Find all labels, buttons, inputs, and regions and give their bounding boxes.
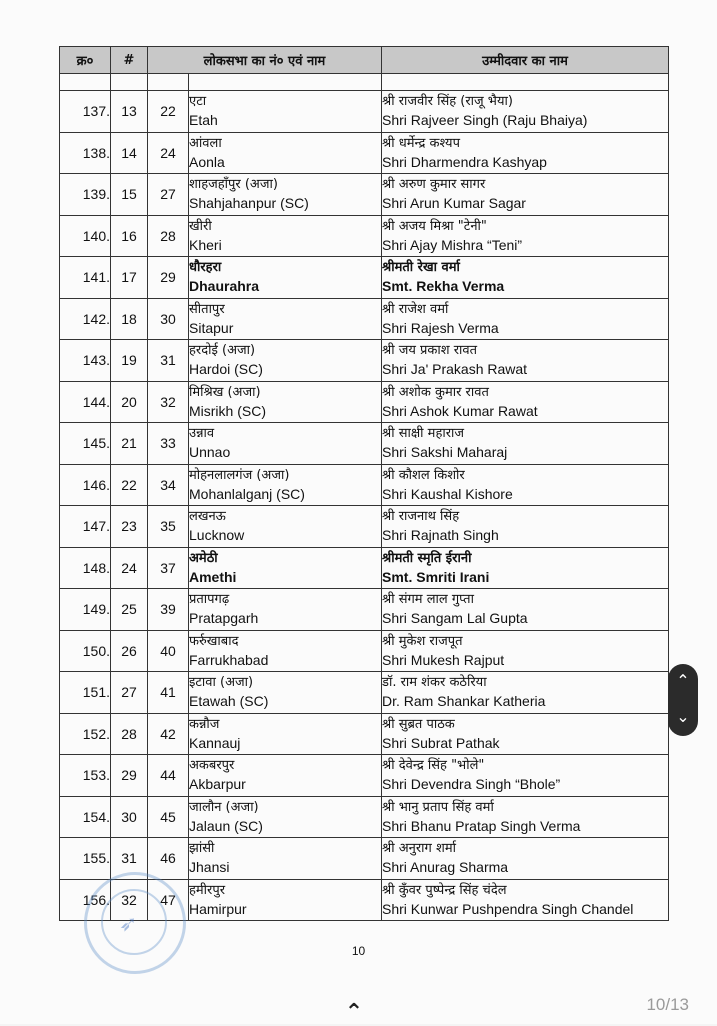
constituency-number: 37 — [148, 547, 189, 589]
candidate-name-english: Dr. Ram Shankar Katheria — [382, 693, 546, 710]
constituency-name-english: Misrikh (SC) — [189, 402, 266, 419]
constituency-number: 27 — [148, 174, 189, 216]
candidate-name-english: Shri Kaushal Kishore — [382, 485, 513, 502]
constituency-number: 33 — [148, 423, 189, 465]
header-serial: क्र० — [60, 47, 111, 74]
constituency-name-hindi: उन्नाव — [189, 426, 215, 442]
candidate-name-hindi: श्री राजवीर सिंह (राजू भैया) — [382, 94, 513, 110]
table-row — [60, 672, 669, 714]
candidate-name-hindi: श्री सुब्रत पाठक — [382, 716, 455, 732]
constituency-name-english: Etah — [189, 112, 218, 129]
constituency-name-hindi: लखनऊ — [189, 509, 226, 525]
constituency-name-hindi: मोहनलालगंज (अजा) — [189, 467, 290, 483]
constituency-name-hindi: प्रतापगढ़ — [189, 592, 230, 608]
row-index: 23 — [111, 506, 148, 548]
row-index: 17 — [111, 257, 148, 299]
constituency-number: 39 — [148, 589, 189, 631]
candidate-name-hindi: श्री संगम लाल गुप्ता — [382, 592, 474, 608]
constituency-name-english: Kheri — [189, 236, 222, 253]
constituency-name-hindi: कन्नौज — [189, 716, 220, 732]
constituency-name — [189, 298, 382, 340]
candidate-name-english: Shri Dharmendra Kashyap — [382, 153, 547, 170]
candidate-name — [382, 796, 669, 838]
constituency-name-hindi: इटावा (अजा) — [189, 675, 254, 691]
constituency-name-hindi: हरदोई (अजा) — [189, 343, 256, 359]
candidate-name-hindi: श्री मुकेश राजपूत — [382, 633, 463, 649]
candidate-name — [382, 464, 669, 506]
candidate-name-hindi: श्री धर्मेन्द्र कश्यप — [382, 135, 460, 151]
candidate-name-english: Shri Kunwar Pushpendra Singh Chandel — [382, 900, 634, 917]
chevron-up-icon: ⌃ — [344, 999, 364, 1024]
constituency-name-hindi: शाहजहाँपुर (अजा) — [189, 177, 278, 193]
scroll-control[interactable] — [668, 664, 698, 736]
table-row — [60, 257, 669, 299]
candidate-name-hindi: श्री राजेश वर्मा — [382, 301, 449, 317]
constituency-number: 29 — [148, 257, 189, 299]
candidate-name — [382, 298, 669, 340]
table-row — [60, 464, 669, 506]
constituency-name-hindi: आंवला — [189, 135, 222, 151]
candidate-name-english: Smt. Smriti Irani — [382, 568, 490, 585]
candidate-name — [382, 91, 669, 133]
table-row — [60, 796, 669, 838]
serial-number: 138. — [60, 132, 111, 174]
constituency-number: 44 — [148, 755, 189, 797]
constituency-name — [189, 879, 382, 921]
constituency-name-english: Jalaun (SC) — [189, 817, 263, 834]
row-index: 16 — [111, 215, 148, 257]
candidate-name-hindi: श्रीमती स्मृति ईरानी — [382, 550, 472, 566]
row-index: 13 — [111, 91, 148, 133]
constituency-name-english: Pratapgarh — [189, 610, 259, 627]
constituency-name — [189, 672, 382, 714]
constituency-number: 40 — [148, 630, 189, 672]
candidate-name-english: Shri Devendra Singh “Bhole” — [382, 776, 561, 793]
constituency-name — [189, 464, 382, 506]
constituency-name-english: Hardoi (SC) — [189, 361, 263, 378]
candidate-name-english: Shri Bhanu Pratap Singh Verma — [382, 817, 581, 834]
candidate-name-english: Shri Anurag Sharma — [382, 859, 509, 876]
serial-number: 145. — [60, 423, 111, 465]
constituency-name — [189, 257, 382, 299]
candidate-name-english: Shri Ajay Mishra “Teni” — [382, 236, 523, 253]
serial-number: 154. — [60, 796, 111, 838]
office-seal — [84, 872, 186, 974]
bird-icon: ➶ — [119, 911, 138, 936]
candidate-name-hindi: श्री कौशल किशोर — [382, 467, 465, 483]
candidate-name — [382, 630, 669, 672]
candidate-name — [382, 174, 669, 216]
serial-number: 147. — [60, 506, 111, 548]
candidate-name-hindi: श्री कुँवर पुष्पेन्द्र सिंह चंदेल — [382, 882, 507, 898]
row-index: 29 — [111, 755, 148, 797]
constituency-number: 31 — [148, 340, 189, 382]
constituency-name-english: Jhansi — [189, 859, 230, 876]
chevron-up-icon[interactable]: ⌃ — [676, 673, 690, 690]
candidate-name-english: Shri Mukesh Rajput — [382, 651, 505, 668]
table-header-row — [60, 47, 669, 74]
candidate-name — [382, 423, 669, 465]
candidate-name-english: Shri Ashok Kumar Rawat — [382, 402, 538, 419]
constituency-name-hindi: धौरहरा — [189, 260, 222, 276]
constituency-number: 45 — [148, 796, 189, 838]
candidate-name — [382, 755, 669, 797]
constituency-name — [189, 630, 382, 672]
constituency-name-english: Akbarpur — [189, 776, 246, 793]
candidate-name-english: Shri Rajnath Singh — [382, 527, 499, 544]
row-index: 15 — [111, 174, 148, 216]
constituency-name — [189, 340, 382, 382]
table-row — [60, 215, 669, 257]
candidate-name — [382, 672, 669, 714]
constituency-name — [189, 796, 382, 838]
constituency-name-english: Etawah (SC) — [189, 693, 269, 710]
row-index: 14 — [111, 132, 148, 174]
table-row — [60, 589, 669, 631]
candidate-name-hindi: श्री अशोक कुमार रावत — [382, 384, 489, 400]
constituency-name-hindi: फर्रुखाबाद — [189, 633, 239, 649]
candidate-name-hindi: श्री साक्षी महाराज — [382, 426, 465, 442]
candidate-name — [382, 381, 669, 423]
row-index: 20 — [111, 381, 148, 423]
serial-number: 141. — [60, 257, 111, 299]
constituency-name-english: Shahjahanpur (SC) — [189, 195, 309, 212]
show-toolbar-button[interactable] — [326, 998, 382, 1026]
constituency-number: 46 — [148, 838, 189, 880]
table-row — [60, 630, 669, 672]
table-row — [60, 755, 669, 797]
constituency-name — [189, 589, 382, 631]
candidate-name-hindi: श्री अरुण कुमार सागर — [382, 177, 486, 193]
constituency-name-english: Lucknow — [189, 527, 245, 544]
table-row — [60, 506, 669, 548]
row-index: 31 — [111, 838, 148, 880]
row-index: 25 — [111, 589, 148, 631]
chevron-down-icon[interactable]: ⌄ — [676, 709, 690, 726]
constituency-number: 42 — [148, 713, 189, 755]
candidate-name — [382, 257, 669, 299]
page-counter: 10/13 — [646, 995, 689, 1014]
candidate-name-english: Shri Rajesh Verma — [382, 319, 499, 336]
candidate-table — [59, 46, 669, 921]
serial-number: 148. — [60, 547, 111, 589]
constituency-name-english: Sitapur — [189, 319, 234, 336]
constituency-number: 35 — [148, 506, 189, 548]
constituency-name-hindi: अमेठी — [189, 550, 218, 566]
constituency-name-hindi: जालौन (अजा) — [189, 799, 259, 815]
candidate-name — [382, 506, 669, 548]
constituency-number: 30 — [148, 298, 189, 340]
constituency-number: 24 — [148, 132, 189, 174]
constituency-name-english: Dhaurahra — [189, 278, 260, 295]
candidate-name-english: Shri Sakshi Maharaj — [382, 444, 508, 461]
serial-number: 144. — [60, 381, 111, 423]
candidate-name-english: Shri Ja' Prakash Rawat — [382, 361, 528, 378]
constituency-name-english: Hamirpur — [189, 900, 247, 917]
table-row — [60, 547, 669, 589]
row-index: 21 — [111, 423, 148, 465]
spacer-row — [60, 74, 669, 91]
candidate-name-english: Shri Arun Kumar Sagar — [382, 195, 526, 212]
constituency-name-hindi: मिश्रिख (अजा) — [189, 384, 261, 400]
constituency-name-english: Amethi — [189, 568, 237, 585]
constituency-name — [189, 547, 382, 589]
candidate-name — [382, 838, 669, 880]
constituency-name — [189, 423, 382, 465]
constituency-name — [189, 91, 382, 133]
table-row — [60, 381, 669, 423]
constituency-name — [189, 174, 382, 216]
candidate-name-hindi: श्री अजय मिश्रा "टेनी" — [382, 218, 487, 234]
row-index: 19 — [111, 340, 148, 382]
serial-number: 151. — [60, 672, 111, 714]
candidate-name — [382, 340, 669, 382]
table-row — [60, 91, 669, 133]
constituency-name-english: Mohanlalganj (SC) — [189, 485, 305, 502]
constituency-name-english: Unnao — [189, 444, 231, 461]
serial-number: 149. — [60, 589, 111, 631]
row-index: 27 — [111, 672, 148, 714]
table-row — [60, 713, 669, 755]
candidate-name-english: Shri Subrat Pathak — [382, 734, 500, 751]
serial-number: 142. — [60, 298, 111, 340]
constituency-number: 47 — [148, 879, 189, 921]
row-index: 28 — [111, 713, 148, 755]
table-row — [60, 298, 669, 340]
constituency-number: 22 — [148, 91, 189, 133]
table-row — [60, 132, 669, 174]
serial-number: 143. — [60, 340, 111, 382]
candidate-name — [382, 215, 669, 257]
constituency-name — [189, 713, 382, 755]
row-index: 30 — [111, 796, 148, 838]
constituency-name — [189, 381, 382, 423]
row-index: 32 — [111, 879, 148, 921]
constituency-number: 32 — [148, 381, 189, 423]
constituency-name-hindi: खीरी — [189, 218, 212, 234]
constituency-name-english: Kannauj — [189, 734, 241, 751]
constituency-name-english: Farrukhabad — [189, 651, 269, 668]
constituency-name-hindi: अकबरपुर — [189, 758, 235, 774]
candidate-name-hindi: श्री देवेन्द्र सिंह "भोले" — [382, 758, 485, 774]
table-row — [60, 174, 669, 216]
candidate-name-english: Shri Rajveer Singh (Raju Bhaiya) — [382, 112, 588, 129]
header-constituency: लोकसभा का नं० एवं नाम — [148, 47, 382, 74]
page-number: 10 — [351, 944, 366, 958]
candidate-name-hindi: डॉ. राम शंकर कठेरिया — [382, 675, 487, 691]
candidate-name-english: Smt. Rekha Verma — [382, 278, 505, 295]
candidate-name — [382, 713, 669, 755]
header-index: # — [111, 47, 148, 74]
serial-number: 146. — [60, 464, 111, 506]
table-row — [60, 838, 669, 880]
constituency-name-hindi: सीतापुर — [189, 301, 225, 317]
candidate-name-hindi: श्रीमती रेखा वर्मा — [382, 260, 460, 276]
candidate-name-hindi: श्री राजनाथ सिंह — [382, 509, 460, 525]
candidate-name — [382, 132, 669, 174]
constituency-name — [189, 755, 382, 797]
constituency-name — [189, 132, 382, 174]
constituency-number: 34 — [148, 464, 189, 506]
serial-number: 140. — [60, 215, 111, 257]
row-index: 18 — [111, 298, 148, 340]
candidate-name — [382, 879, 669, 921]
header-candidate: उम्मीदवार का नाम — [382, 47, 669, 74]
serial-number: 139. — [60, 174, 111, 216]
row-index: 26 — [111, 630, 148, 672]
table-row — [60, 423, 669, 465]
row-index: 22 — [111, 464, 148, 506]
constituency-name-hindi: हमीरपुर — [189, 882, 226, 898]
serial-number: 153. — [60, 755, 111, 797]
serial-number: 137. — [60, 91, 111, 133]
serial-number: 155. — [60, 838, 111, 880]
candidate-name — [382, 589, 669, 631]
constituency-name — [189, 215, 382, 257]
row-index: 24 — [111, 547, 148, 589]
table-row — [60, 340, 669, 382]
candidate-name-english: Shri Sangam Lal Gupta — [382, 610, 528, 627]
table-body — [60, 74, 669, 921]
candidate-name-hindi: श्री अनुराग शर्मा — [382, 841, 456, 857]
serial-number: 152. — [60, 713, 111, 755]
serial-number: 156. — [60, 879, 111, 921]
constituency-number: 28 — [148, 215, 189, 257]
candidate-name-hindi: श्री जय प्रकाश रावत — [382, 343, 478, 359]
serial-number: 150. — [60, 630, 111, 672]
constituency-name-hindi: एटा — [189, 94, 207, 110]
constituency-name-hindi: झांसी — [189, 841, 215, 857]
constituency-name — [189, 838, 382, 880]
candidate-name — [382, 547, 669, 589]
candidate-name-hindi: श्री भानु प्रताप सिंह वर्मा — [382, 799, 494, 815]
constituency-number: 41 — [148, 672, 189, 714]
constituency-name-english: Aonla — [189, 153, 225, 170]
constituency-name — [189, 506, 382, 548]
